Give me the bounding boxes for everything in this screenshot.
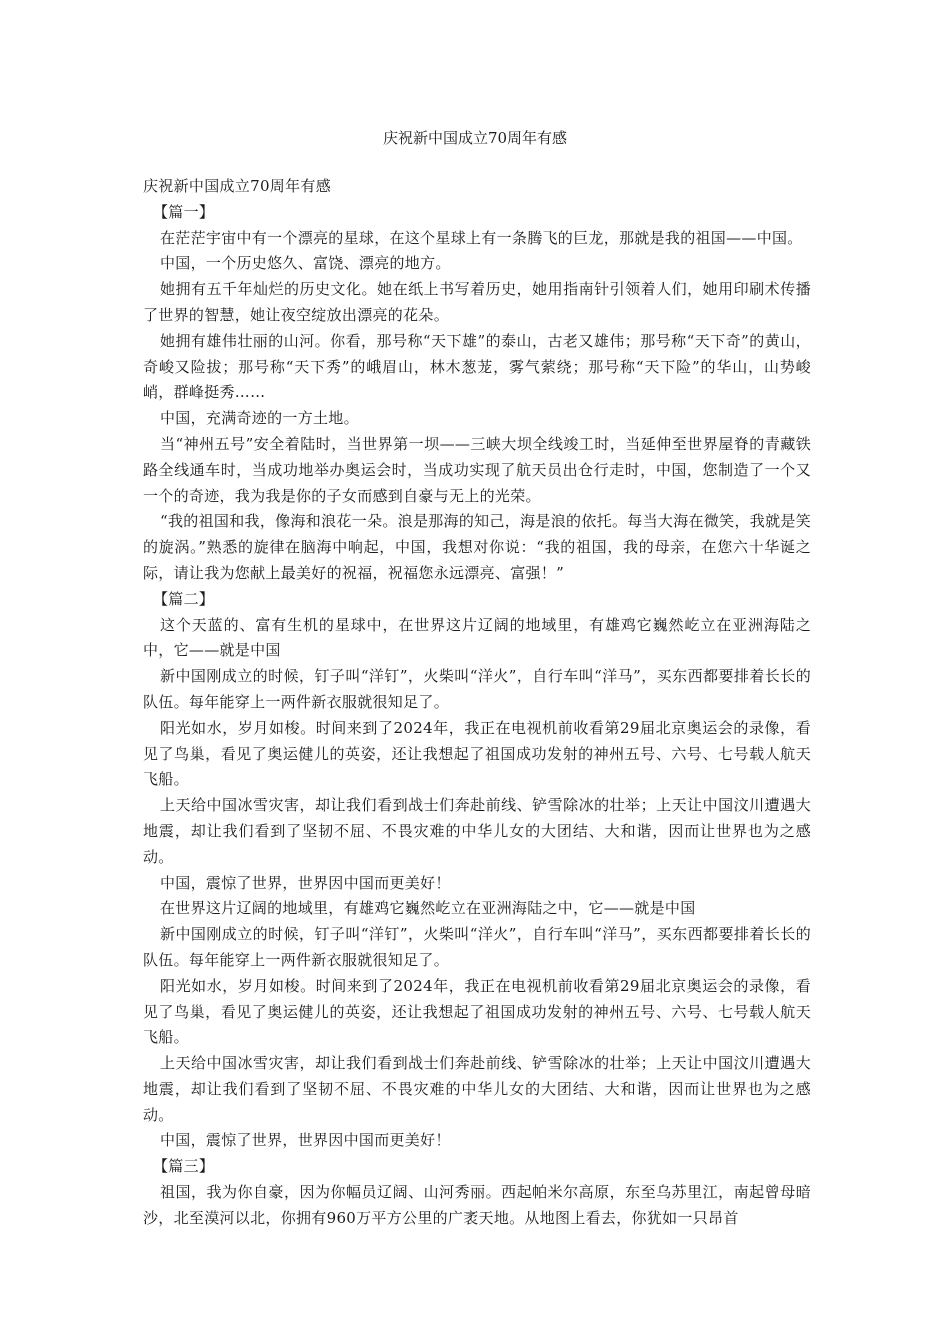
paragraph: 她拥有五千年灿烂的历史文化。她在纸上书写着历史，她用指南针引领着人们，她用印刷术传播了世界的智慧，她让夜空绽放出漂亮的花朵。 — [143, 280, 811, 324]
document-body — [143, 174, 811, 1232]
paragraph: 祖国，我为你自豪，因为你幅员辽阔、山河秀丽。西起帕米尔高原，东至乌苏里江，南起曾母暗沙，北至漠河以北，你拥有960万平方公里的广袤天地。从地图上看去，你犹如一只昂首 — [143, 1183, 811, 1227]
paragraph: 阳光如水，岁月如梭。时间来到了2024年，我正在电视机前收看第29届北京奥运会的录像，看见了鸟巢，看见了奥运健儿的英姿，还让我想起了祖国成功发射的神州五号、六号、七号载人航天飞船。 — [143, 718, 811, 789]
paragraph: 新中国刚成立的时候，钉子叫“洋钉”，火柴叫“洋火”，自行车叫“洋马”，买东西都要排着长长的队伍。每年能穿上一两件新衣服就很知足了。 — [143, 667, 811, 711]
section-heading-3: 【篇三】 — [153, 1157, 215, 1176]
paragraph: 她拥有雄伟壮丽的山河。你看，那号称“天下雄”的泰山，古老又雄伟；那号称“天下奇”的黄山，奇峻又险拔；那号称“天下秀”的峨眉山，林木葱茏，雾气萦绕；那号称“天下险”的华山，山势峻峭，群峰挺秀…… — [143, 331, 811, 402]
paragraph: 中国，充满奇迹的一方土地。 — [160, 409, 359, 428]
paragraph: 在世界这片辽阔的地域里，有雄鸡它巍然屹立在亚洲海陆之中，它——就是中国 — [160, 899, 696, 918]
paragraph: 上天给中国冰雪灾害，却让我们看到战士们奔赴前线、铲雪除冰的壮举；上天让中国汶川遭遇大地震，却让我们看到了坚韧不屈、不畏灾难的中华儿女的大团结、大和谐，因而让世界也为之感动。 — [143, 796, 811, 866]
document-subtitle: 庆祝新中国成立70周年有感 — [143, 177, 331, 195]
paragraph: 当“神州五号”安全着陆时，当世界第一坝——三峡大坝全线竣工时，当延伸至世界屋脊的青藏铁路全线通车时，当成功地举办奥运会时，当成功实现了航天员出仓行走时，中国，您制造了一个又一个的奇迹，我为我是你的子女而感到自豪与无上的光荣。 — [143, 434, 811, 505]
paragraph: 中国，一个历史悠久、富饶、漂亮的地方。 — [160, 254, 451, 273]
paragraph: 上天给中国冰雪灾害，却让我们看到战士们奔赴前线、铲雪除冰的壮举；上天让中国汶川遭遇大地震，却让我们看到了坚韧不屈、不畏灾难的中华儿女的大团结、大和谐，因而让世界也为之感动。 — [143, 1054, 811, 1124]
paragraph: 新中国刚成立的时候，钉子叫“洋钉”，火柴叫“洋火”，自行车叫“洋马”，买东西都要排着长长的队伍。每年能穿上一两件新衣服就很知足了。 — [143, 925, 811, 969]
paragraph: 中国，震惊了世界，世界因中国而更美好！ — [160, 1131, 451, 1150]
paragraph: 在茫茫宇宙中有一个漂亮的星球，在这个星球上有一条腾飞的巨龙，那就是我的祖国——中国。 — [160, 228, 803, 247]
paragraph: 中国，震惊了世界，世界因中国而更美好！ — [160, 873, 451, 892]
section-heading-1: 【篇一】 — [153, 202, 215, 221]
paragraph: “我的祖国和我，像海和浪花一朵。浪是那海的知己，海是浪的依托。每当大海在微笑，我就是笑的旋涡。”熟悉的旋律在脑海中响起，中国，我想对你说：“我的祖国，我的母亲，在您六十华诞之际，请让我为您献上最美好的祝福，祝福您永远漂亮、富强！” — [143, 512, 811, 582]
paragraph: 这个天蓝的、富有生机的星球中，在世界这片辽阔的地域里，有雄鸡它巍然屹立在亚洲海陆之中，它——就是中国 — [143, 615, 811, 660]
page-title: 庆祝新中国成立70周年有感 — [382, 129, 568, 147]
section-heading-2: 【篇二】 — [153, 589, 215, 608]
paragraph: 阳光如水，岁月如梭。时间来到了2024年，我正在电视机前收看第29届北京奥运会的录像，看见了鸟巢，看见了奥运健儿的英姿，还让我想起了祖国成功发射的神州五号、六号、七号载人航天飞船。 — [143, 976, 811, 1047]
